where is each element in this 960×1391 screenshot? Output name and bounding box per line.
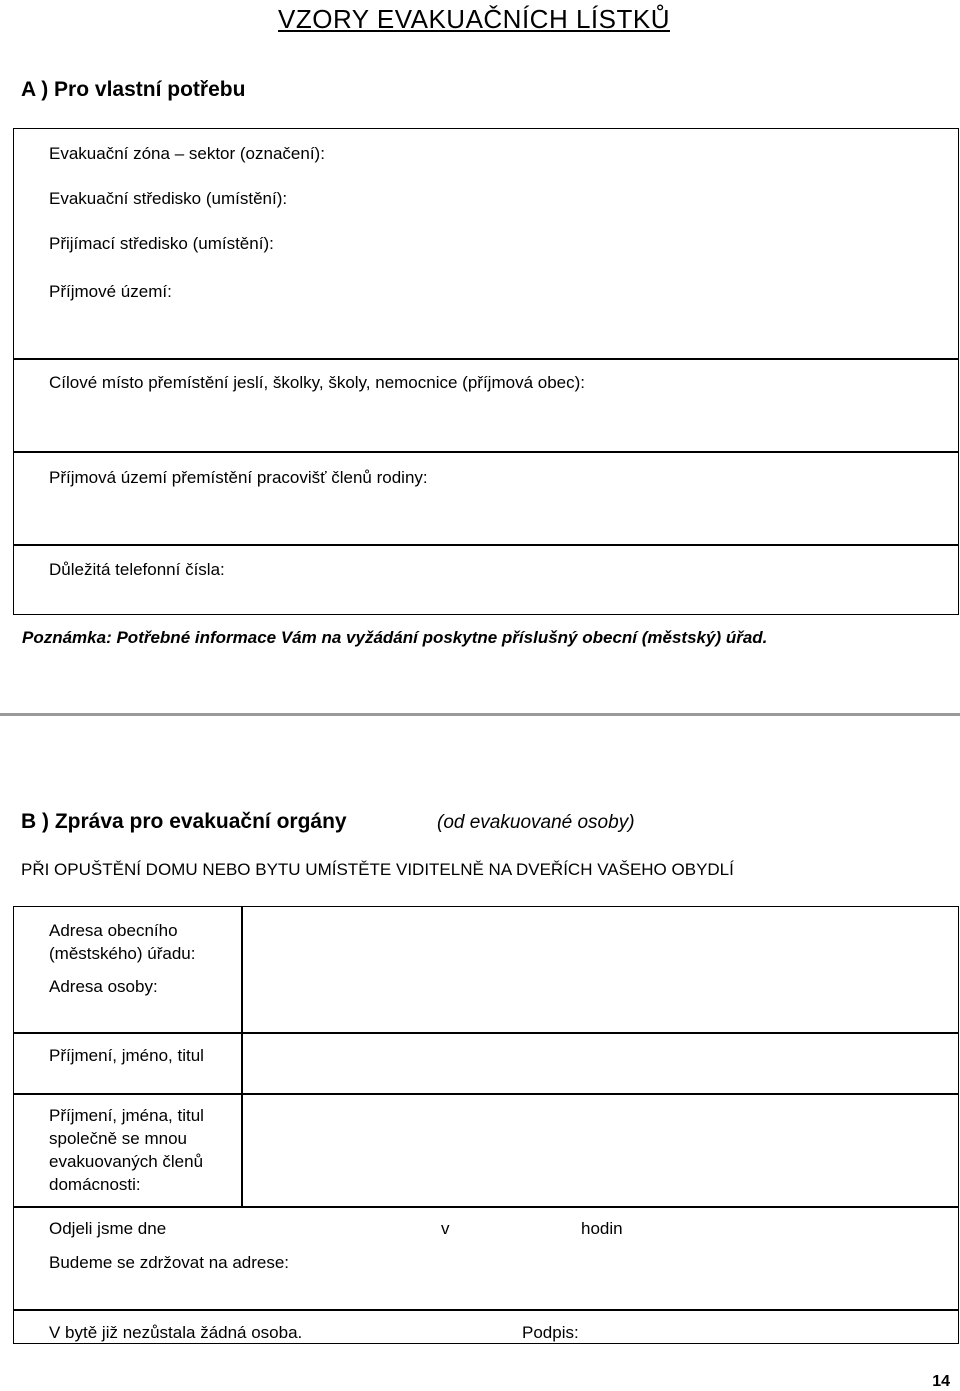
column-divider xyxy=(241,907,243,1206)
divider xyxy=(14,1206,958,1208)
members-line: společně se mnou xyxy=(49,1129,187,1148)
divider xyxy=(14,544,958,546)
divider xyxy=(14,358,958,360)
at-label: v xyxy=(441,1219,450,1238)
instruction: PŘI OPUŠTĚNÍ DOMU NEBO BYTU UMÍSTĚTE VIDITELNĚ NA DVEŘÍCH VAŠEHO OBYDLÍ xyxy=(21,860,734,879)
members-line: Příjmení, jména, titul xyxy=(49,1106,204,1125)
divider xyxy=(14,1309,958,1311)
divider xyxy=(14,451,958,453)
stay-address-label: Budeme se zdržovat na adrese: xyxy=(49,1253,290,1272)
section-b-subheading: (od evakuované osoby) xyxy=(437,812,635,833)
members-line: evakuovaných členů xyxy=(49,1152,204,1171)
signature-label: Podpis: xyxy=(522,1323,579,1342)
center-field-label: Evakuační středisko (umístění): xyxy=(49,189,288,208)
section-a-heading: A ) Pro vlastní potřebu xyxy=(21,78,246,101)
name-label: Příjmení, jméno, titul xyxy=(49,1046,204,1065)
reception-field-label: Přijímací středisko (umístění): xyxy=(49,234,274,253)
zone-field-label: Evakuační zóna – sektor (označení): xyxy=(49,144,325,163)
phones-field-label: Důležitá telefonní čísla: xyxy=(49,560,225,579)
divider xyxy=(14,1093,958,1095)
office-address-line: Adresa obecního xyxy=(49,921,178,940)
members-label xyxy=(49,1104,204,1196)
hour-label: hodin xyxy=(581,1219,623,1238)
territory-field-label: Příjmové území: xyxy=(49,282,172,301)
page-number: 14 xyxy=(932,1373,950,1390)
page-title: VZORY EVAKUAČNÍCH LÍSTKŮ xyxy=(278,4,670,34)
note: Poznámka: Potřebné informace Vám na vyžádání poskytne příslušný obecní (městský) úřad. xyxy=(22,628,768,647)
members-line: domácnosti: xyxy=(49,1175,141,1194)
divider xyxy=(14,1032,958,1034)
left-on-label: Odjeli jsme dne xyxy=(49,1219,167,1238)
office-address-line: (městského) úřadu: xyxy=(49,944,196,963)
workplaces-field-label: Příjmová území přemístění pracovišť členů rodiny: xyxy=(49,468,428,487)
office-address-label xyxy=(49,919,195,965)
nobody-left-label: V bytě již nezůstala žádná osoba. xyxy=(49,1323,303,1342)
section-b-heading: B ) Zpráva pro evakuační orgány xyxy=(21,810,347,833)
section-separator xyxy=(0,713,960,716)
target-place-field-label: Cílové místo přemístění jeslí, školky, školy, nemocnice (příjmová obec): xyxy=(49,373,585,392)
person-address-label: Adresa osoby: xyxy=(49,977,158,996)
